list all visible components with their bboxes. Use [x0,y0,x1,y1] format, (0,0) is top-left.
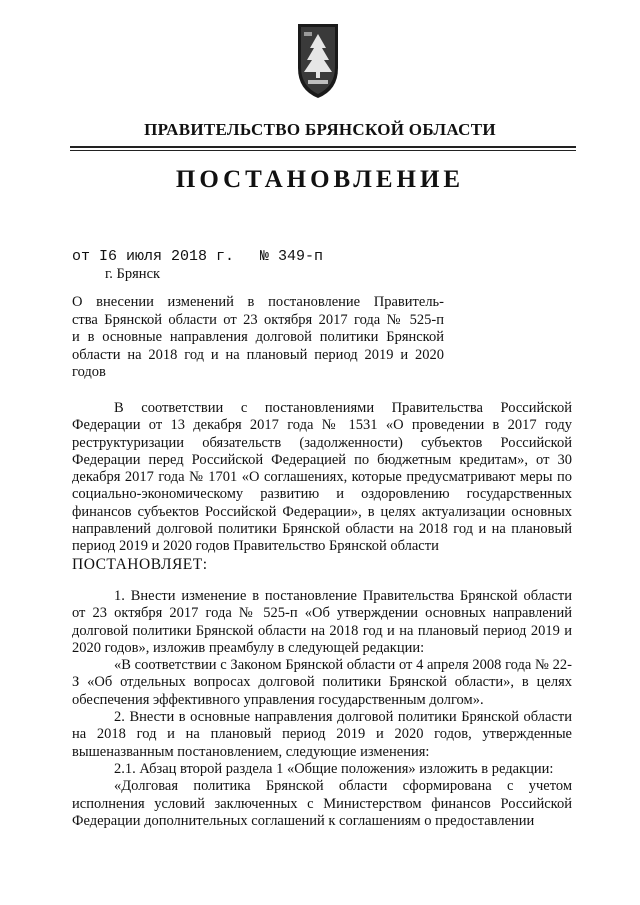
document-subject [72,294,444,382]
header-divider-thick [70,146,576,148]
subject-line: и в основные направления долговой политики Брянской [72,329,444,345]
preamble-paragraph: В соответствии с постановлениями Правительства Российской Федерации от 13 декабря 2017 года № 1531 «О проведении в 2017 году реструктуризации обязательств (задолженности) субъектов Российской Федерации перед Российской Федерацией по бюджетным кредитам», от 30 декабря 2017 года № 1701 «О соглашениях, которые предусматривают меры по социально-экономическому развитию и оздоровлению государственных финансов субъектов Российской Федерации», в целях актуализации основных направлений долговой политики Брянской области на 2018 год и на плановый период 2019 и 2020 годов Правительство Брянской области [72,400,572,555]
body-paragraph: 1. Внести изменение в постановление Правительства Брянской области от 23 октября 2017 года № 525-п «Об утверждении основных направлений долговой политики Брянской области на 2018 год и на плановый период 2019 и 2020 годов», изложив преамбулу в следующей редакции: [72,587,572,656]
body-paragraph: 2. Внести в основные направления долговой политики Брянской области на 2018 год и на плановый период 2019 и 2020 годов, утвержденные вышеназванным постановлением, следующие изменения: [72,709,572,760]
document-type-title: ПОСТАНОВЛЕНИЕ [175,166,465,193]
resolve-heading: ПОСТАНОВЛЯЕТ: [72,555,208,573]
header-divider-thin [70,150,576,151]
government-name: ПРАВИТЕЛЬСТВО БРЯНСКОЙ ОБЛАСТИ [144,120,496,139]
document-number: № 349-п [260,248,324,265]
body-paragraph: 2.1. Абзац второй раздела 1 «Общие положения» изложить в редакции: [114,760,554,777]
subject-line: О внесении изменений в постановление Правитель- [72,294,444,310]
coat-of-arms-icon [290,20,346,100]
subject-line: ства Брянской области от 23 октября 2017 года № 525-п [72,311,444,328]
body-paragraph: «Долговая политика Брянской области сформирована с учетом исполнения условий заключенных с Министерством финансов Российской Федерации дополнительных соглашений к соглашениям о предоставлении [72,778,572,829]
document-city: г. Брянск [105,266,161,282]
body-paragraph: «В соответствии с Законом Брянской области от 4 апреля 2008 года № 22-З «Об отдельных вопросах долговой политики Брянской области», в целях обеспечения эффективного управления государственным долгом». [72,657,572,708]
document-date: от I6 июля 2018 г. [72,248,235,265]
document-body [72,400,572,830]
subject-line: области на 2018 год и на плановый период 2019 и 2020 годов [72,346,444,380]
